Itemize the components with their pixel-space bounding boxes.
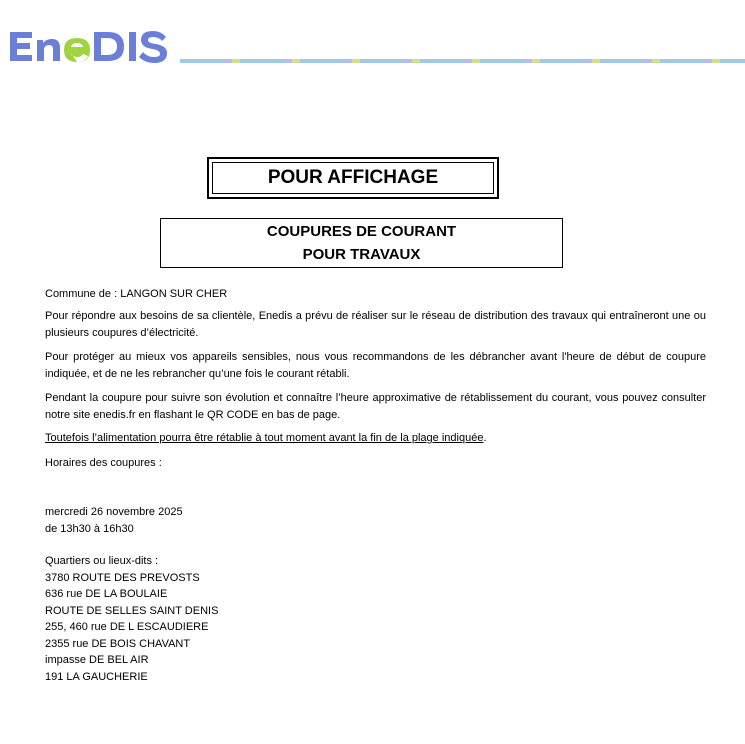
paragraph-qr-code: Pendant la coupure pour suivre son évolution et connaître l’heure approximative de rétablissement du courant, vous pouvez consulter notre site enedis.fr en flashant le QR CODE en bas de page.: [45, 392, 706, 421]
affichage-label: POUR AFFICHAGE: [212, 162, 494, 194]
location-item: 191 LA GAUCHERIE: [45, 670, 148, 683]
location-item: ROUTE DE SELLES SAINT DENIS: [45, 604, 219, 617]
schedule-time: de 13h30 à 16h30: [45, 522, 134, 535]
enedis-logo: [8, 26, 176, 66]
warning-period: .: [483, 432, 487, 444]
locations-block: [45, 553, 706, 685]
location-item: impasse DE BEL AIR: [45, 654, 149, 666]
warning-line: [45, 430, 706, 447]
notice-title-line2: POUR TRAVAUX: [302, 246, 421, 263]
location-item: 3780 ROUTE DES PREVOSTS: [45, 571, 200, 584]
paragraph-intro: Pour répondre aux besoins de sa clientèle, Enedis a prévu de réaliser sur le réseau de distribution des travaux qui entraîneront une ou plusieurs coupures d’électricité.: [45, 310, 706, 339]
location-item: 636 rue DE LA BOULAIE: [45, 588, 168, 600]
schedule-block: [45, 504, 706, 537]
warning-text: Toutefois l’alimentation pourra être rétablie à tout moment avant la fin de la plage indiquée: [45, 432, 484, 444]
header-dashed-rule: [180, 59, 745, 63]
schedule-heading: Horaires des coupures :: [45, 457, 162, 469]
notice-title-line1: COUPURES DE COURANT: [266, 223, 457, 240]
notice-title-box: [160, 218, 563, 268]
affichage-box: [207, 157, 499, 199]
location-item: 2355 rue DE BOIS CHAVANT: [45, 637, 191, 650]
location-item: 255, 460 rue DE L ESCAUDIERE: [45, 621, 209, 633]
schedule-date: mercredi 26 novembre 2025: [45, 506, 183, 518]
locations-heading: Quartiers ou lieux-dits :: [45, 555, 159, 567]
paragraph-protection: Pour protéger au mieux vos appareils sensibles, nous vous recommandons de les débrancher avant l'heure de début de coupure indiquée, et de ne les rebrancher qu’une fois le courant rétabli.: [45, 351, 706, 380]
commune-line: Commune de : LANGON SUR CHER: [45, 288, 228, 300]
